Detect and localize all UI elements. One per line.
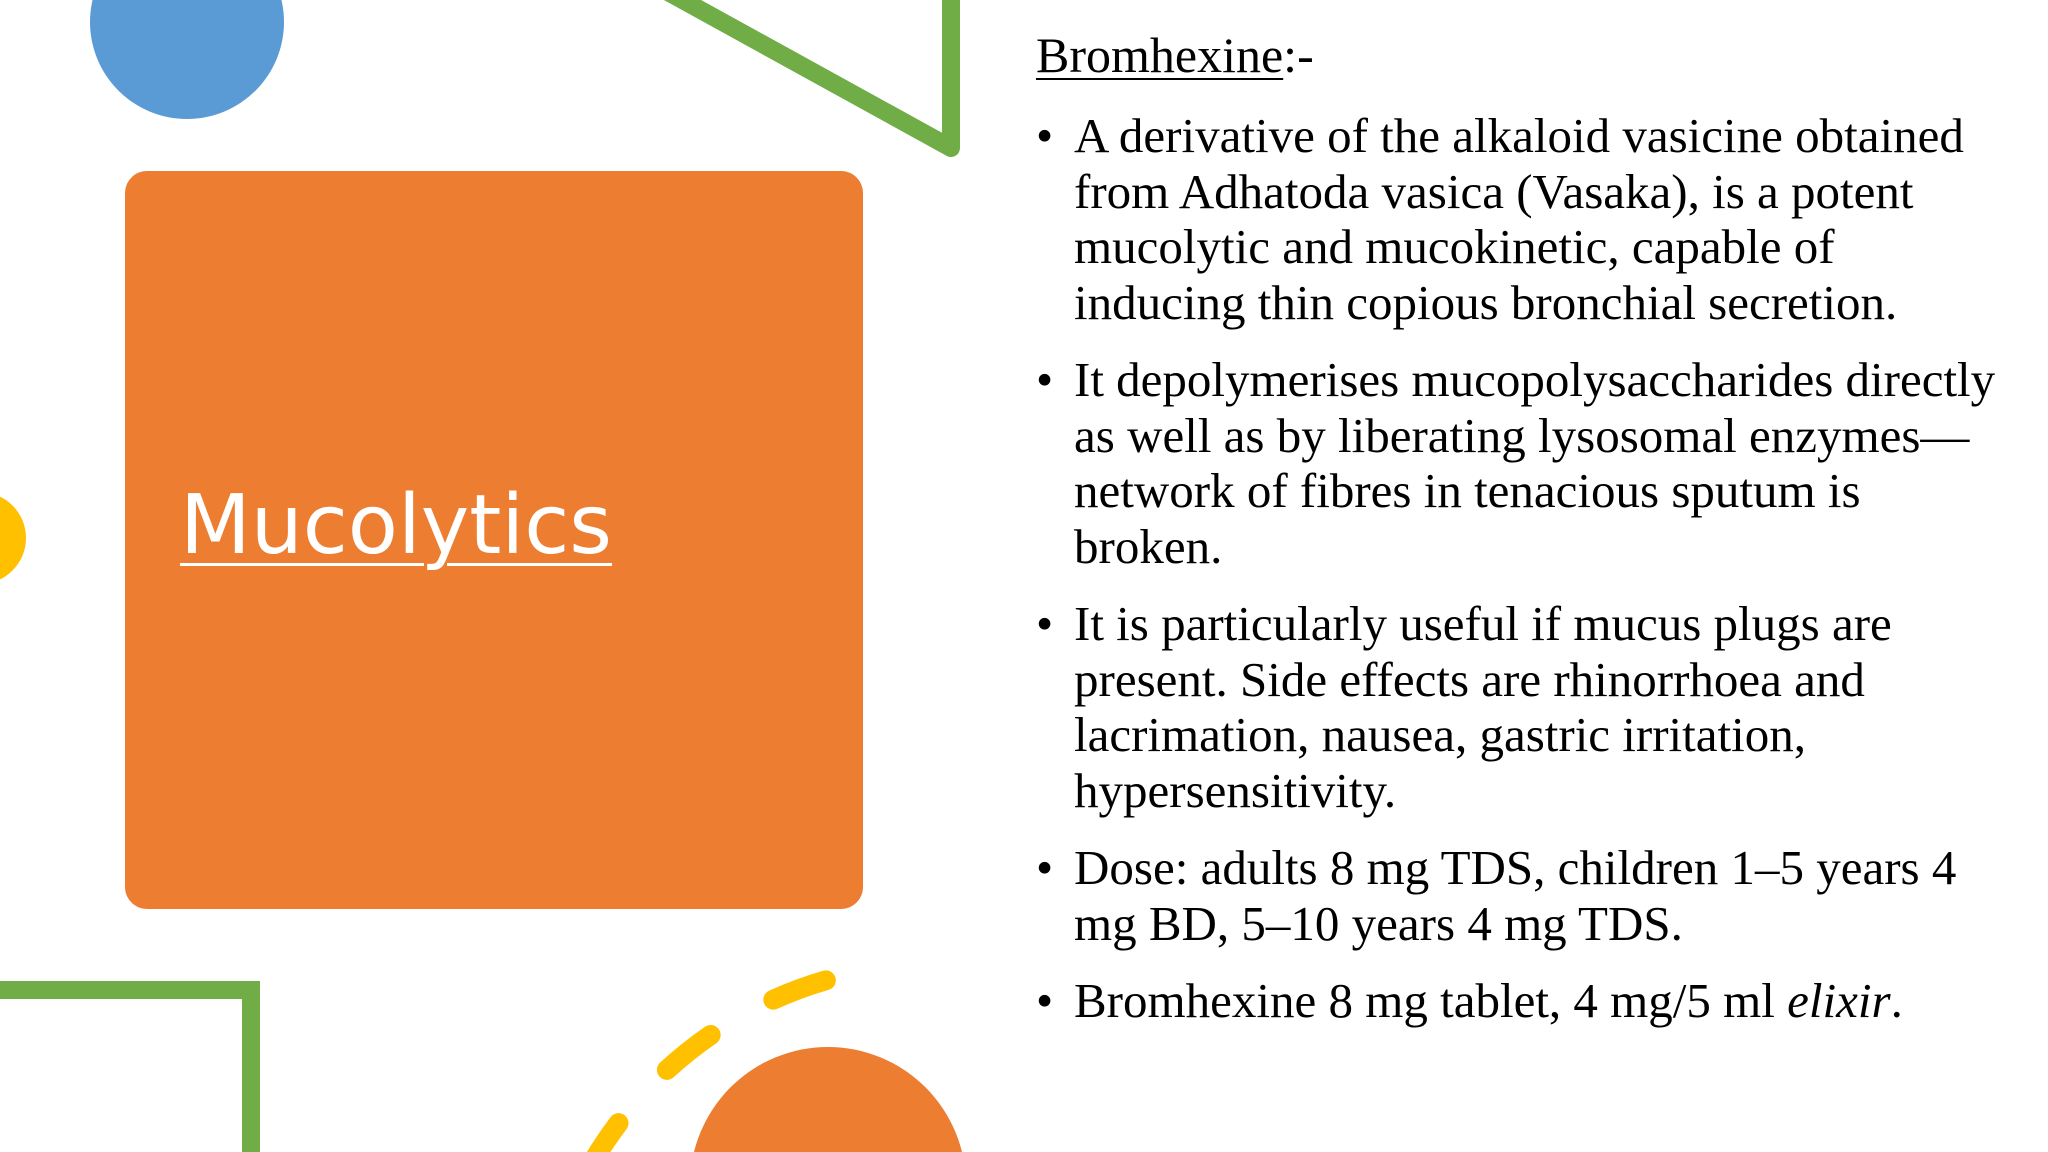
bullet-text-end: . [1890,973,1903,1028]
orange-circle-shape [690,1047,966,1152]
bullet-text: A derivative of the alkaloid vasicine obtained from Adhatoda vasica (Vasaka), is a potent mucolytic and mucokinetic, capable of inducing thin copious bronchial secretion. [1074,108,1964,330]
list-item [1036,108,1996,330]
bullet-text: Dose: adults 8 mg TDS, children 1–5 years 4 mg BD, 5–10 years 4 mg TDS. [1074,840,1957,951]
slide-title: Mucolytics [180,478,613,573]
bullet-text: It depolymerises mucopolysaccharides directly as well as by liberating lysosomal enzymes—network of fibres in tenacious sputum is broken. [1074,352,1996,574]
list-item [1036,973,1996,1029]
content-area [1036,22,1996,1051]
green-square-outline-shape [0,990,251,1152]
bullet-icon: • [1036,108,1054,163]
list-item [1036,840,1996,951]
list-item [1036,596,1996,818]
bullet-text-main: Bromhexine 8 mg tablet, 4 mg/5 ml [1074,973,1788,1028]
bromhexine-heading [1036,22,1996,88]
list-item [1036,352,1996,574]
bullet-text: It is particularly useful if mucus plugs are present. Side effects are rhinorrhoea and lacrimation, nausea, gastric irritation, hypersensitivity. [1074,596,1892,818]
bullet-icon: • [1036,352,1054,407]
bullet-list [1036,108,1996,1029]
bullet-icon: • [1036,840,1054,895]
heading-main: Bromhexine [1036,27,1284,83]
yellow-half-circle-shape [0,492,26,584]
green-triangle-outline-shape [668,0,951,148]
bullet-icon: • [1036,973,1054,1028]
heading-suffix: :- [1283,27,1314,83]
blue-circle-shape [90,0,284,119]
bullet-text-italic: elixir [1787,973,1891,1028]
bullet-icon: • [1036,596,1054,651]
